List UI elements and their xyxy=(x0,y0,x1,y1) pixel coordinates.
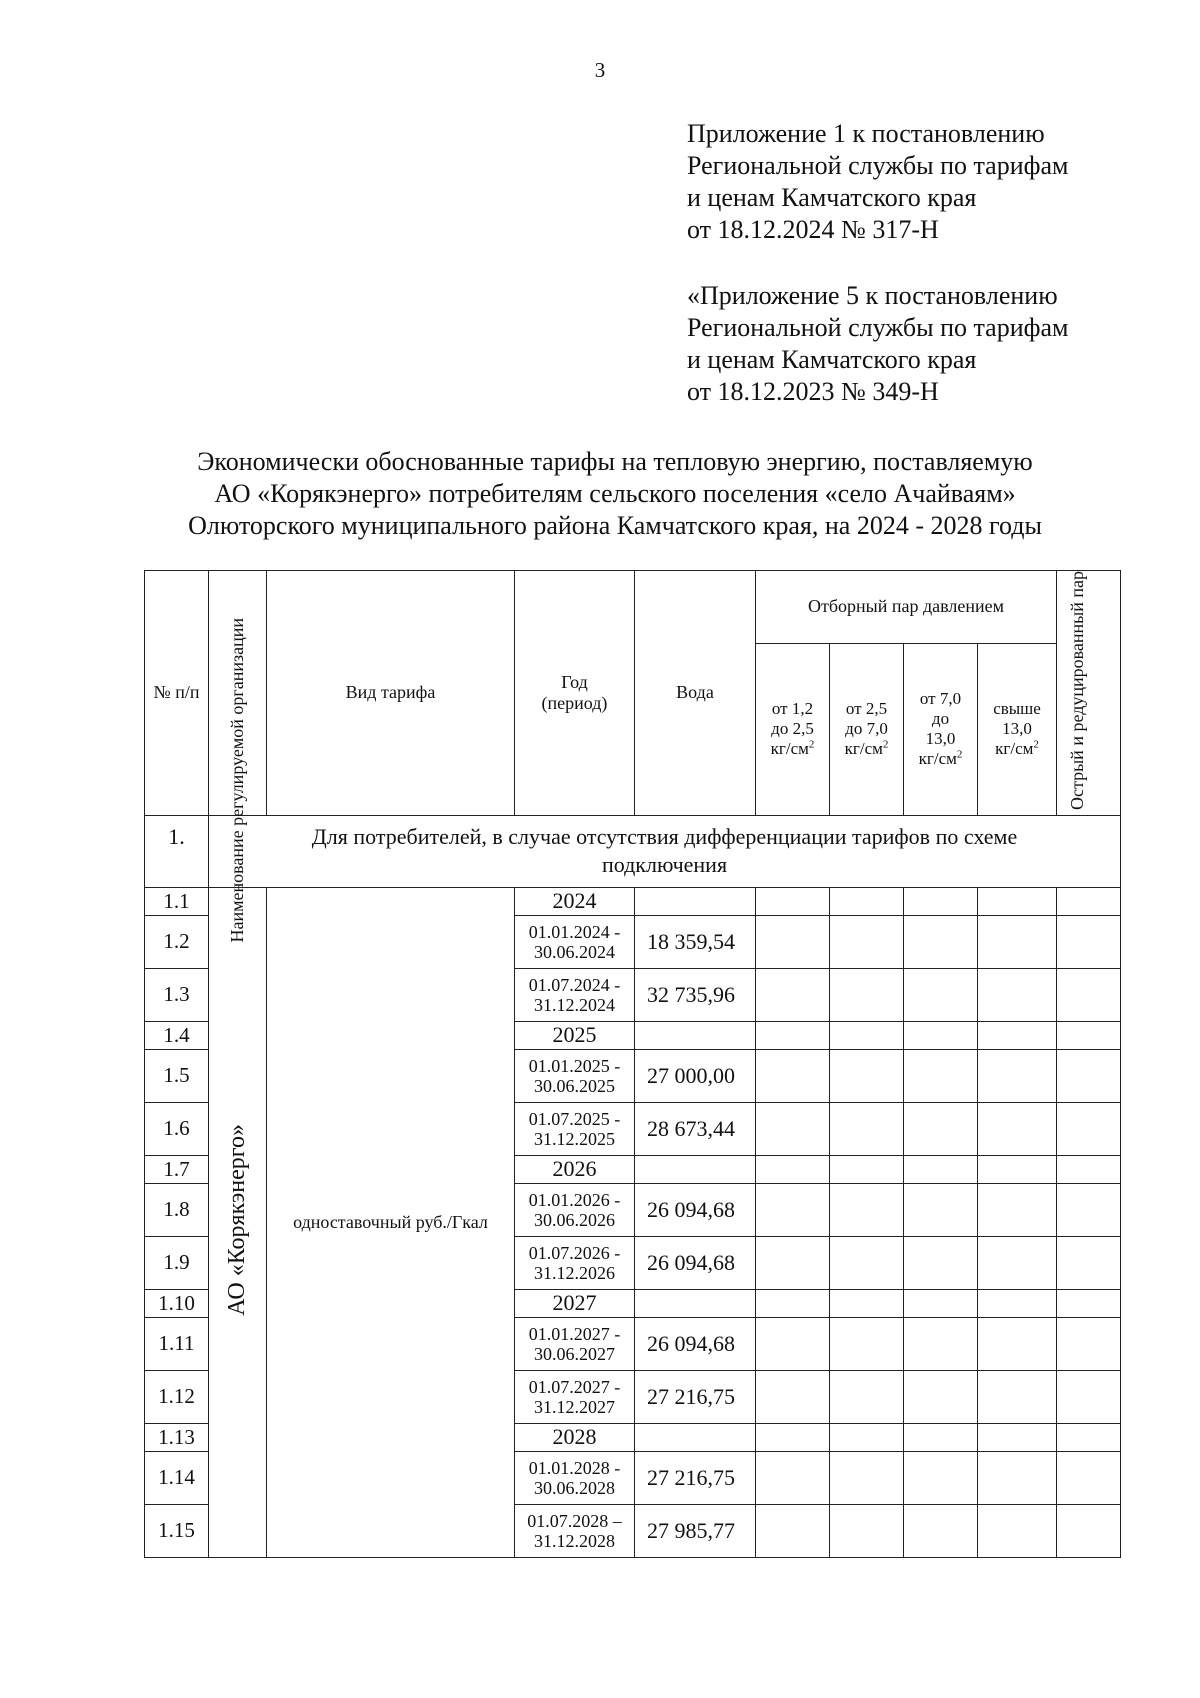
appendix-line: «Приложение 5 к постановлению xyxy=(687,281,1058,310)
sharp-steam-value xyxy=(1057,1183,1121,1236)
row-num: 1.9 xyxy=(145,1236,209,1289)
steam-1-2_5-value xyxy=(756,1317,830,1370)
row-num: 1.8 xyxy=(145,1183,209,1236)
steam-1-2_5-value xyxy=(756,1504,830,1557)
row-num: 1.11 xyxy=(145,1317,209,1370)
period-from: 01.07.2025 - xyxy=(528,1108,621,1129)
sharp-steam-value xyxy=(1057,1049,1121,1102)
period-range xyxy=(515,1049,635,1102)
steam-2_5-7-value xyxy=(830,887,904,915)
water-value xyxy=(635,887,756,915)
sharp-steam-value xyxy=(1057,1504,1121,1557)
period-from: 01.01.2026 - xyxy=(528,1189,621,1210)
steam-7-13-value xyxy=(904,1102,978,1155)
steam-2_5-7-value xyxy=(830,968,904,1021)
steam-2_5-7-value xyxy=(830,1289,904,1317)
appendix-line: и ценам Камчатского края xyxy=(687,183,977,212)
steam-7-13-value xyxy=(904,1289,978,1317)
water-value: 26 094,68 xyxy=(635,1183,756,1236)
row-num: 1.10 xyxy=(145,1289,209,1317)
tariff-type-cell: одноставочный руб./Гкал xyxy=(267,887,515,1557)
period-from: 01.07.2026 - xyxy=(528,1242,621,1263)
period-to: 30.06.2028 xyxy=(534,1477,615,1498)
water-value: 27 216,75 xyxy=(635,1451,756,1504)
appendix-line: Приложение 1 к постановлению xyxy=(687,119,1045,148)
steam-2_5-7-value xyxy=(830,1183,904,1236)
steam-1-2_5-value xyxy=(756,887,830,915)
sharp-steam-value xyxy=(1057,915,1121,968)
appendix-line: Региональной службы по тарифам xyxy=(687,151,1069,180)
row-num: 1.14 xyxy=(145,1451,209,1504)
steam-2_5-7-value xyxy=(830,1423,904,1451)
title-line: АО «Корякэнерго» потребителям сельского поселения «село Ачайваям» xyxy=(214,479,1016,508)
steam-over-13-value xyxy=(978,887,1057,915)
organization-cell xyxy=(209,887,267,1557)
sharp-steam-value xyxy=(1057,1370,1121,1423)
period-to: 30.06.2025 xyxy=(534,1075,615,1096)
steam-2_5-7-value xyxy=(830,1504,904,1557)
period-range xyxy=(515,1317,635,1370)
header-tariff-type: Вид тарифа xyxy=(267,571,515,816)
steam-7-13-value xyxy=(904,1236,978,1289)
steam-2_5-7-value xyxy=(830,1155,904,1183)
period-to: 30.06.2027 xyxy=(534,1343,615,1364)
header-row xyxy=(145,571,1121,644)
steam-1-2_5-value xyxy=(756,1155,830,1183)
header-steam-7-13: от 7,0 до 13,0 $кг/см^2$ xyxy=(904,643,978,815)
row-num: 1.2 xyxy=(145,915,209,968)
sharp-steam-value xyxy=(1057,1155,1121,1183)
water-value: 27 000,00 xyxy=(635,1049,756,1102)
period-to: 30.06.2024 xyxy=(534,941,615,962)
water-value xyxy=(635,1289,756,1317)
header-steam-group: Отборный пар давлением xyxy=(756,571,1057,644)
header-org xyxy=(209,571,267,943)
steam-2_5-7-value xyxy=(830,1021,904,1049)
water-value xyxy=(635,1423,756,1451)
steam-7-13-value xyxy=(904,1049,978,1102)
row-num: 1.4 xyxy=(145,1021,209,1049)
steam-2_5-7-value xyxy=(830,1370,904,1423)
period-to: 30.06.2026 xyxy=(534,1209,615,1230)
header-num: № п/п xyxy=(145,571,209,816)
organization-name: АО «Корякэнерго» xyxy=(224,1124,250,1316)
steam-1-2_5-value xyxy=(756,1423,830,1451)
steam-7-13-value xyxy=(904,1317,978,1370)
steam-2_5-7-value xyxy=(830,1317,904,1370)
period-year: 2026 xyxy=(515,1155,635,1183)
period-from: 01.01.2027 - xyxy=(528,1323,621,1344)
steam-over-13-value xyxy=(978,1317,1057,1370)
water-value xyxy=(635,1021,756,1049)
steam-over-13-value xyxy=(978,1423,1057,1451)
period-range xyxy=(515,1451,635,1504)
period-range xyxy=(515,1183,635,1236)
title-line: Экономически обоснованные тарифы на тепловую энергию, поставляемую xyxy=(197,447,1033,476)
steam-over-13-value xyxy=(978,1451,1057,1504)
sharp-steam-value xyxy=(1057,1236,1121,1289)
period-range xyxy=(515,1236,635,1289)
steam-2_5-7-value xyxy=(830,915,904,968)
steam-over-13-value xyxy=(978,1236,1057,1289)
sharp-steam-value xyxy=(1057,1451,1121,1504)
row-num: 1.7 xyxy=(145,1155,209,1183)
row-num: 1.15 xyxy=(145,1504,209,1557)
steam-7-13-value xyxy=(904,915,978,968)
steam-1-2_5-value xyxy=(756,1370,830,1423)
sharp-steam-value xyxy=(1057,1102,1121,1155)
steam-over-13-value xyxy=(978,1370,1057,1423)
tariffs-table xyxy=(144,570,1121,1558)
water-value: 26 094,68 xyxy=(635,1236,756,1289)
sharp-steam-value xyxy=(1057,1423,1121,1451)
sharp-steam-value xyxy=(1057,887,1121,915)
period-to: 31.12.2027 xyxy=(534,1396,615,1417)
appendix-line: от 18.12.2024 № 317-Н xyxy=(687,215,939,244)
steam-1-2_5-value xyxy=(756,1236,830,1289)
period-from: 01.01.2028 - xyxy=(528,1457,621,1478)
period-range xyxy=(515,1504,635,1557)
period-range xyxy=(515,968,635,1021)
steam-over-13-value xyxy=(978,1183,1057,1236)
steam-1-2_5-value xyxy=(756,968,830,1021)
section-row xyxy=(145,815,1121,887)
period-from: 01.07.2027 - xyxy=(528,1376,621,1397)
water-value: 28 673,44 xyxy=(635,1102,756,1155)
period-year: 2028 xyxy=(515,1423,635,1451)
row-num: 1.13 xyxy=(145,1423,209,1451)
document-title xyxy=(100,446,1130,542)
row-num: 1.12 xyxy=(145,1370,209,1423)
period-range xyxy=(515,1102,635,1155)
steam-over-13-value xyxy=(978,1021,1057,1049)
steam-1-2_5-value xyxy=(756,1289,830,1317)
steam-over-13-value xyxy=(978,968,1057,1021)
steam-1-2_5-value xyxy=(756,1451,830,1504)
sharp-steam-value xyxy=(1057,1021,1121,1049)
period-range xyxy=(515,915,635,968)
steam-1-2_5-value xyxy=(756,1102,830,1155)
period-year: 2027 xyxy=(515,1289,635,1317)
steam-7-13-value xyxy=(904,1155,978,1183)
period-to: 31.12.2028 xyxy=(534,1530,615,1551)
water-value: 32 735,96 xyxy=(635,968,756,1021)
period-from: 01.01.2025 - xyxy=(528,1055,621,1076)
steam-7-13-value xyxy=(904,1423,978,1451)
period-from: 01.07.2028 – xyxy=(527,1510,622,1531)
steam-7-13-value xyxy=(904,1370,978,1423)
period-to: 31.12.2025 xyxy=(534,1128,615,1149)
steam-over-13-value xyxy=(978,1102,1057,1155)
steam-over-13-value xyxy=(978,1155,1057,1183)
water-value xyxy=(635,1155,756,1183)
appendix-line: от 18.12.2023 № 349-Н xyxy=(687,377,939,406)
steam-2_5-7-value xyxy=(830,1451,904,1504)
row-num: 1.1 xyxy=(145,887,209,915)
title-line: Олюторского муниципального района Камчатского края, на 2024 - 2028 годы xyxy=(188,511,1042,540)
sharp-steam-value xyxy=(1057,968,1121,1021)
steam-over-13-value xyxy=(978,1504,1057,1557)
water-value: 27 985,77 xyxy=(635,1504,756,1557)
header-sharp-steam-label: Острый и редуцированный пар xyxy=(1066,571,1087,810)
appendix-line: и ценам Камчатского края xyxy=(687,345,977,374)
header-water: Вода xyxy=(635,571,756,816)
section-title: Для потребителей, в случае отсутствия дифференциации тарифов по схеме подключения xyxy=(209,815,1121,887)
water-value: 26 094,68 xyxy=(635,1317,756,1370)
period-to: 31.12.2024 xyxy=(534,994,615,1015)
steam-7-13-value xyxy=(904,1183,978,1236)
steam-7-13-value xyxy=(904,968,978,1021)
water-value: 18 359,54 xyxy=(635,915,756,968)
steam-2_5-7-value xyxy=(830,1102,904,1155)
period-to: 31.12.2026 xyxy=(534,1262,615,1283)
steam-7-13-value xyxy=(904,887,978,915)
row-num: 1.3 xyxy=(145,968,209,1021)
water-value: 27 216,75 xyxy=(635,1370,756,1423)
sharp-steam-value xyxy=(1057,1289,1121,1317)
sharp-steam-value xyxy=(1057,1317,1121,1370)
steam-over-13-value xyxy=(978,915,1057,968)
period-from: 01.07.2024 - xyxy=(528,974,621,995)
period-from: 01.01.2024 - xyxy=(528,921,621,942)
header-year: Год (период) xyxy=(515,571,635,816)
steam-2_5-7-value xyxy=(830,1049,904,1102)
steam-7-13-value xyxy=(904,1504,978,1557)
header-steam-1-2_5: от 1,2 до 2,5 $кг/см^2$ xyxy=(756,643,830,815)
steam-over-13-value xyxy=(978,1289,1057,1317)
period-year: 2025 xyxy=(515,1021,635,1049)
header-sharp-steam xyxy=(1057,571,1121,816)
steam-1-2_5-value xyxy=(756,1021,830,1049)
appendix-current xyxy=(687,118,1068,246)
steam-over-13-value xyxy=(978,1049,1057,1102)
steam-7-13-value xyxy=(904,1021,978,1049)
row-num: 1.6 xyxy=(145,1102,209,1155)
table-row xyxy=(145,887,1121,915)
row-num: 1.5 xyxy=(145,1049,209,1102)
steam-1-2_5-value xyxy=(756,1049,830,1102)
period-year: 2024 xyxy=(515,887,635,915)
steam-1-2_5-value xyxy=(756,915,830,968)
header-steam-2_5-7: от 2,5 до 7,0 $кг/см^2$ xyxy=(830,643,904,815)
header-org-label: Наименование регулируемой организации xyxy=(227,617,247,943)
period-range xyxy=(515,1370,635,1423)
steam-7-13-value xyxy=(904,1451,978,1504)
appendix-line: Региональной службы по тарифам xyxy=(687,313,1069,342)
header-steam-over-13: свыше 13,0 $кг/см^2$ xyxy=(978,643,1057,815)
steam-1-2_5-value xyxy=(756,1183,830,1236)
section-num: 1. xyxy=(145,815,209,887)
steam-2_5-7-value xyxy=(830,1236,904,1289)
page-number: 3 xyxy=(594,58,606,82)
appendix-previous xyxy=(687,280,1068,408)
